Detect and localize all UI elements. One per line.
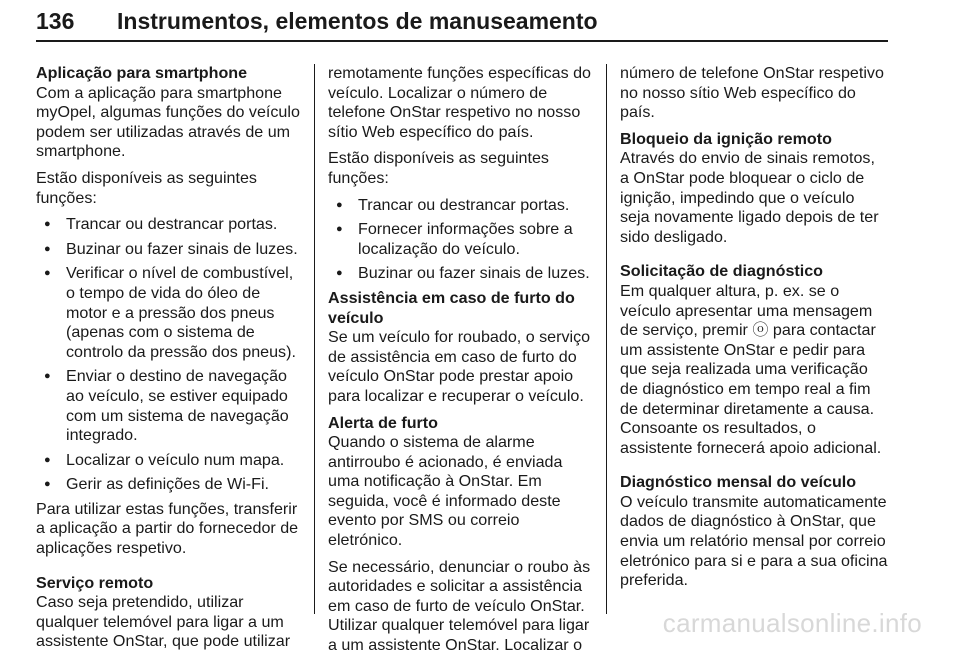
list-item: ● Fornecer informações sobre a localização do veículo. [328,220,594,259]
column-2 [328,64,594,663]
paragraph-diagnostic-request: Em qualquer altura, p. ex. se o veículo apresentar uma mensagem de serviço, premir ⓞ para contactar um assistente OnStar e pedir para que seja realizada uma verificação de diagnóstico em tempo real a fim de determinar diretamente a causa. Consoante os resultados, o assistente fornecerá apoio adicional. [620,281,882,457]
watermark: carmanualsonline.info [662,608,922,638]
column-1 [36,64,302,659]
heading-remote-service: Serviço remoto [36,573,154,592]
list-item: ● Trancar ou destrancar portas. [328,196,594,216]
heading-remote-ignition-block: Bloqueio da ignição remoto [620,129,832,148]
header-rule [36,40,888,42]
heading-diagnostic-request: Solicitação de diagnóstico [620,262,824,281]
list-item: ● Buzinar ou fazer sinais de luzes. [36,240,302,260]
list-item: ● Enviar o destino de navegação ao veículo, se estiver equipado com um sistema de navegação integrado. [36,367,302,445]
column-divider [606,64,607,614]
page-number: 136 [36,8,75,34]
column-divider [314,64,315,614]
paragraph-functions-available: Estão disponíveis as seguintes funções: [328,149,549,187]
list-item: ● Gerir as definições de Wi-Fi. [36,475,302,495]
paragraph-app-intro: Com a aplicação para smartphone myOpel, algumas funções do veículo podem ser utilizadas através de um smartphone. [36,83,300,161]
function-list [328,196,594,284]
paragraph-remote-ignition-block: Através do envio de sinais remotos, a OnStar pode bloquear o ciclo de ignição, impedindo que o veículo seja novamente ligado depois de ter sido desligado. [620,149,879,246]
paragraph-phone-continued: número de telefone OnStar respetivo no nosso sítio Web específico do país. [620,64,884,122]
paragraph-report-theft: Se necessário, denunciar o roubo às autoridades e solicitar a assistência em caso de furto de veículo OnStar. Utilizar qualquer telemóvel para ligar a um assistente OnStar. Localizar o [328,557,591,655]
page-title: Instrumentos, elementos de manuseamento [117,8,598,34]
heading-theft-alert: Alerta de furto [328,413,438,432]
list-item: ● Verificar o nível de combustível, o tempo de vida do óleo de motor e a pressão dos pneus (apenas com o sistema de controlo da pressão dos pneus). [36,264,302,362]
paragraph-theft-assistance: Se um veículo for roubado, o serviço de assistência em caso de furto do veículo OnStar pode prestar apoio para localizar e recuperar o veículo. [328,328,591,405]
paragraph-transfer-app: Para utilizar estas funções, transferir a aplicação a partir do fornecedor de aplicações respetivo. [36,499,299,558]
paragraph-theft-alert: Quando o sistema de alarme antirroubo é acionado, é enviada uma notificação à OnStar. Em seguida, você é informado deste evento por SMS ou correio eletrónico. [328,433,563,550]
paragraph-remote-service: Caso seja pretendido, utilizar qualquer telemóvel para ligar a um assistente OnStar, que pode utilizar [36,593,291,651]
column-3 [620,64,888,598]
list-item: ● Buzinar ou fazer sinais de luzes. [328,264,594,284]
paragraph-remote-continued: remotamente funções específicas do veículo. Localizar o número de telefone OnStar respetivo no nosso sítio Web específico do país. [328,64,592,141]
page-header [36,6,888,42]
heading-smartphone-app: Aplicação para smartphone [36,64,248,82]
paragraph-functions-available: Estão disponíveis as seguintes funções: [36,168,257,207]
list-item: ● Localizar o veículo num mapa. [36,451,302,471]
function-list [36,215,302,495]
heading-monthly-diagnostic: Diagnóstico mensal do veículo [620,473,857,492]
paragraph-monthly-diagnostic: O veículo transmite automaticamente dados de diagnóstico à OnStar, que envia um relatório mensal por correio eletrónico para si e para a sua oficina preferida. [620,492,888,590]
heading-theft-assistance: Assistência em caso de furto do veículo [328,288,575,327]
list-item: ● Trancar ou destrancar portas. [36,215,302,235]
